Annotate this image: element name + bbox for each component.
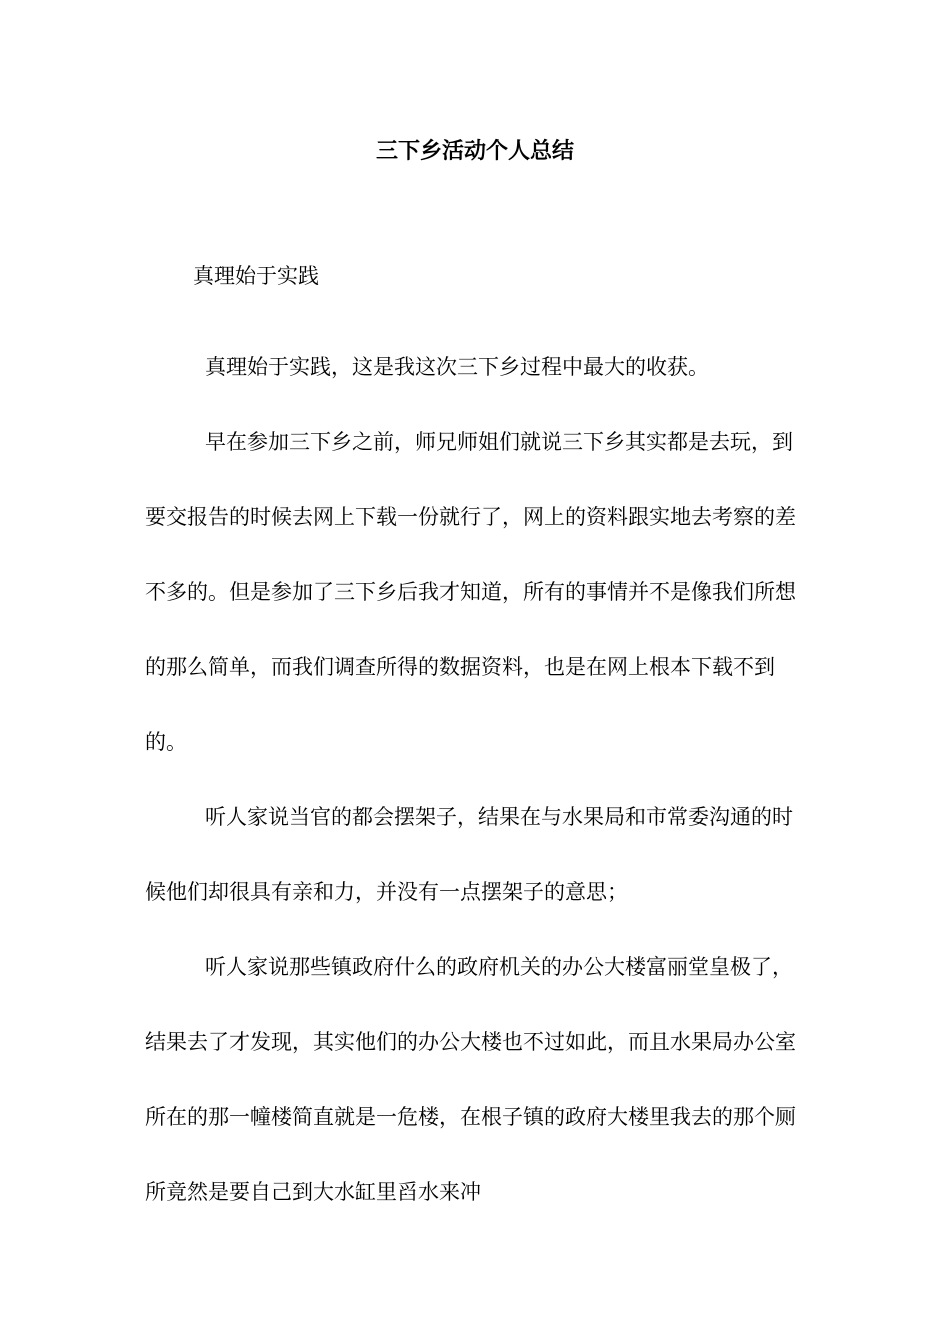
paragraph-1: 真理始于实践，这是我这次三下乡过程中最大的收获。	[205, 355, 709, 379]
section-subheading: 真理始于实践	[193, 264, 319, 288]
paragraph-3: 听人家说当官的都会摆架子，结果在与水果局和市常委沟通的时候他们却很具有亲和力，并没有一点摆架子的意思；	[145, 805, 793, 904]
document-title: 三下乡活动个人总结	[375, 139, 574, 164]
paragraph-2: 早在参加三下乡之前，师兄师姐们就说三下乡其实都是去玩，到要交报告的时候去网上下载一份就行了，网上的资料跟实地去考察的差不多的。但是参加了三下乡后我才知道，所有的事情并不是像我们所想的那么简单，而我们调查所得的数据资料，也是在网上根本下载不到的。	[145, 430, 796, 754]
paragraph-4: 听人家说那些镇政府什么的政府机关的办公大楼富丽堂皇极了，结果去了才发现，其实他们的办公大楼也不过如此，而且水果局办公室所在的那一幢楼简直就是一危楼，在根子镇的政府大楼里我去的那个厕所竟然是要自己到大水缸里舀水来冲	[145, 955, 796, 1204]
document-body	[145, 255, 805, 1230]
